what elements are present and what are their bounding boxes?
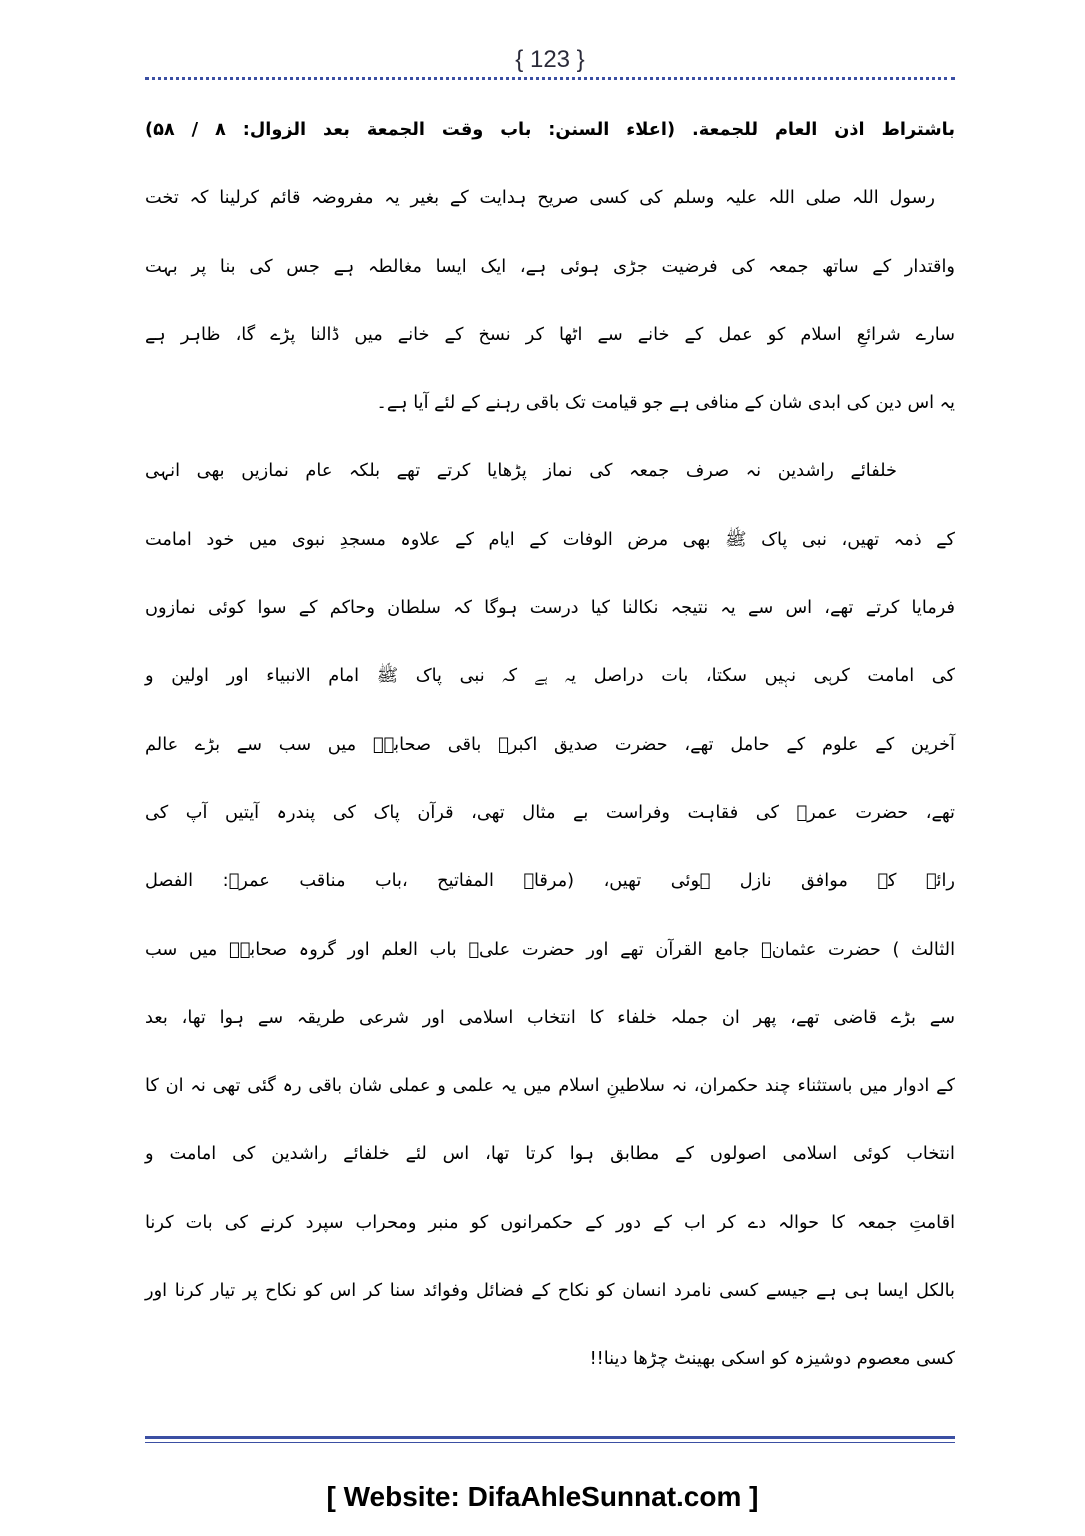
text-line bbox=[145, 1120, 955, 1188]
line-content: رائے کے موافق نازل ہوئی تھیں، (مرقاۃ المفاتیح ،باب مناقب عمرؓ: الفصل bbox=[145, 871, 955, 892]
line-content: کسی معصوم دوشیزہ کو اسکی بھینٹ چڑھا دینا!! bbox=[589, 1349, 955, 1370]
text-line bbox=[145, 1189, 955, 1257]
text-line bbox=[145, 164, 955, 232]
text-line bbox=[145, 506, 955, 574]
page-number: { 123 } bbox=[515, 46, 585, 73]
line-content: کے ذمہ تھیں، نبی پاک ﷺ بھی مرض الوفات کے ایام کے علاوہ مسجدِ نبوی میں خود امامت bbox=[145, 529, 955, 550]
text-line bbox=[145, 574, 955, 642]
website-footer: [ Website: DifaAhleSunnat.com ] bbox=[326, 1481, 759, 1512]
footer-rule-thick bbox=[145, 1436, 955, 1439]
text-line bbox=[145, 301, 955, 369]
text-line bbox=[145, 711, 955, 779]
text-line bbox=[145, 847, 955, 915]
text-line bbox=[145, 1257, 955, 1325]
line-content: خلفائے راشدین نہ صرف جمعہ کی نماز پڑھایا کرتے تھے بلکہ عام نمازیں بھی انہی bbox=[145, 461, 897, 482]
line-content: بالکل ایسا ہی ہے جیسے کسی نامرد انسان کو نکاح کے فضائل وفوائد سنا کر اس کو نکاح پر تیار کرنا اور bbox=[145, 1281, 955, 1302]
line-content: سارے شرائعِ اسلام کو عمل کے خانے سے اٹھا کر نسخ کے خانے میں ڈالنا پڑے گا، ظاہر ہے bbox=[145, 324, 955, 345]
line-content: سے بڑے قاضی تھے، پھر ان جملہ خلفاء کا انتخاب اسلامی اور شرعی طریقہ سے ہوا تھا، بعد bbox=[145, 1007, 955, 1028]
line-content: انتخاب کوئی اسلامی اصولوں کے مطابق ہوا کرتا تھا، اس لئے خلفائے راشدین کی امامت و bbox=[145, 1144, 955, 1165]
line-content: واقتدار کے ساتھ جمعہ کی فرضیت جڑی ہوئی ہے، ایک ایسا مغالطہ ہے جس کی بنا پر بہت bbox=[145, 256, 955, 277]
line-content: تھے، حضرت عمرؓ کی فقاہت وفراست بے مثال تھی، قرآن پاک کی پندرہ آیتیں آپ کی bbox=[145, 802, 955, 823]
text-line bbox=[145, 1325, 955, 1393]
line-content: رسول اللہ صلی اللہ علیہ وسلم کی کسی صریح ہدایت کے بغیر یہ مفروضہ قائم کرلینا کہ تخت bbox=[145, 188, 935, 209]
body-text bbox=[145, 96, 955, 1394]
text-line bbox=[145, 233, 955, 301]
footer-rule-thin bbox=[145, 1442, 955, 1443]
text-line bbox=[145, 642, 955, 710]
reference-line bbox=[145, 96, 955, 164]
line-content: آخرین کے علوم کے حامل تھے، حضرت صدیق اکبرؓ باقی صحابہؓ میں سب سے بڑے عالم bbox=[145, 734, 955, 755]
text-line bbox=[145, 916, 955, 984]
line-content: یہ اس دین کی ابدی شان کے منافی ہے جو قیامت تک باقی رہنے کے لئے آیا ہے۔ bbox=[376, 393, 955, 414]
line-content: کے ادوار میں باستثناء چند حکمران، نہ سلاطینِ اسلام میں یہ علمی و عملی شان باقی رہ گئی تھی نہ ان کا bbox=[145, 1076, 955, 1097]
header-dotted-rule bbox=[145, 77, 955, 80]
text-line bbox=[145, 984, 955, 1052]
text-line bbox=[145, 369, 955, 437]
text-line bbox=[145, 779, 955, 847]
line-content: الثالث ) حضرت عثمانؓ جامع القرآن تھے اور حضرت علیؓ باب العلم اور گروہ صحابہؓ میں سب bbox=[145, 939, 955, 960]
text-line bbox=[145, 437, 955, 505]
line-content: اقامتِ جمعہ کا حوالہ دے کر اب کے دور کے حکمرانوں کو منبر ومحراب سپرد کرنے کی بات کرنا bbox=[145, 1212, 955, 1233]
line-content: باشتراط اذن العام للجمعة. (اعلاء السنن: باب وقت الجمعة بعد الزوال: ۸ / ۵۸) bbox=[145, 120, 955, 140]
line-content: فرمایا کرتے تھے، اس سے یہ نتیجہ نکالنا کیا درست ہوگا کہ سلطان وحاکم کے سوا کوئی نمازوں bbox=[145, 598, 955, 619]
line-content: کی امامت کرہی نہیں سکتا، بات دراصل یہ ہے کہ نبی پاک ﷺ امام الانبیاء اور اولین و bbox=[145, 666, 955, 687]
text-line bbox=[145, 1052, 955, 1120]
